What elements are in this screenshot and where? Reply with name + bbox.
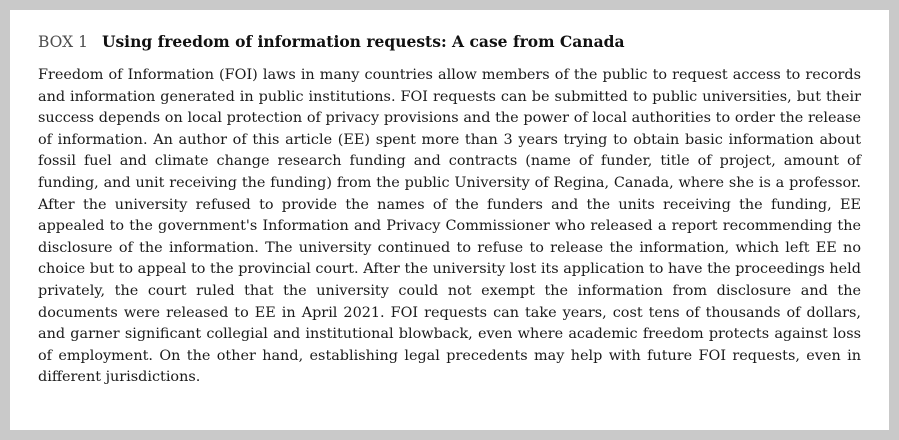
box-title: Using freedom of information requests: A case from Canada [101,32,625,51]
box-heading [38,32,861,52]
box-label: BOX 1 [38,33,88,51]
text-box [10,10,889,430]
box-body-text: Freedom of Information (FOI) laws in many countries allow members of the public to request access to records and information generated in public institutions. FOI requests can be submitted to public universities, but their success depends on local protection of privacy provisions and the power of local authorities to order the release of information. An author of this article (EE) spent more than 3 years trying to obtain basic information about fossil fuel and climate change research funding and contracts (name of funder, title of project, amount of funding, and unit receiving the funding) from the public University of Regina, Canada, where she is a professor. After the university refused to provide the names of the funders and the units receiving the funding, EE appealed to the government's Information and Privacy Commissioner who released a report recommending the disclosure of the information. The university continued to refuse to release the information, which left EE no choice but to appeal to the provincial court. After the university lost its application to have the proceedings held privately, the court ruled that the university could not exempt the information from disclosure and the documents were released to EE in April 2021. FOI requests can take years, cost tens of thousands of dollars, and garner significant collegial and institutional blowback, even where academic freedom protects against loss of employment. On the other hand, establishing legal precedents may help with future FOI requests, even in different jurisdictions. [38,67,861,386]
